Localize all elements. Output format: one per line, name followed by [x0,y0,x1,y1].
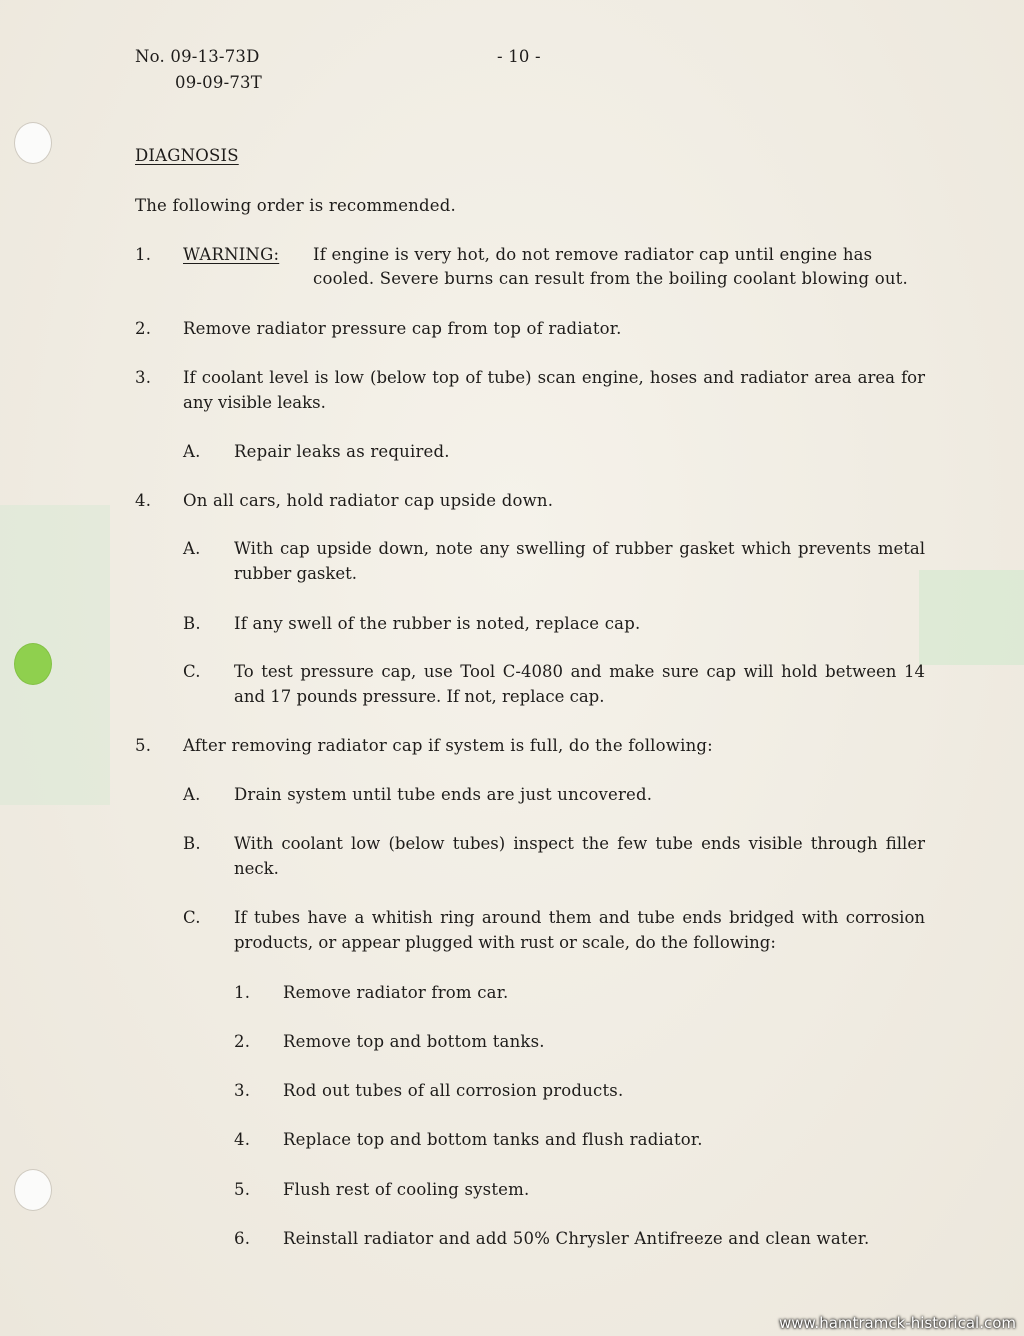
step-number: 6. [234,1229,251,1248]
step-number: 4. [234,1130,251,1149]
punch-hole [14,1169,52,1211]
subitem-text: To test pressure cap, use Tool C-4080 and make sure cap will hold between 14 and 17 pounds pressure. If not, replace cap. [234,662,925,706]
step-number: 2. [234,1032,251,1051]
subitem-text: If any swell of the rubber is noted, replace cap. [234,614,641,633]
item-number: 3. [135,368,152,387]
item-text: Remove radiator pressure cap from top of radiator. [183,319,622,338]
step-text: Reinstall radiator and add 50% Chrysler Antifreeze and clean water. [283,1229,870,1248]
item-number: 1. [135,245,152,264]
subitem-text: With coolant low (below tubes) inspect the few tube ends visible through filler neck. [234,834,925,878]
item-text: On all cars, hold radiator cap upside down. [183,491,554,510]
item-number: 5. [135,736,152,755]
subitem-text: With cap upside down, note any swelling of rubber gasket which prevents metal rubber gasket. [234,539,925,583]
subitem-text: Repair leaks as required. [234,442,450,461]
paper-discoloration [919,570,1024,665]
step-text: Flush rest of cooling system. [283,1180,530,1199]
item-text: After removing radiator cap if system is full, do the following: [183,736,713,755]
subitem-label: A. [183,442,201,461]
subitem-label: C. [183,908,201,927]
step-text: Rod out tubes of all corrosion products. [283,1081,624,1100]
page-number: - 10 - [497,47,541,66]
subitem-text: If tubes have a whitish ring around them and tube ends bridged with corrosion products, or appear plugged with rust or scale, do the following: [234,908,925,952]
document-number-secondary: 09-09-73T [175,73,262,92]
step-text: Replace top and bottom tanks and flush radiator. [283,1130,703,1149]
warning-text-line-2: cooled. Severe burns can result from the boiling coolant blowing out. [313,269,908,288]
subitem-label: A. [183,785,201,804]
punch-hole-green [14,643,52,685]
step-text: Remove top and bottom tanks. [283,1032,545,1051]
document-number: No. 09-13-73D [135,47,260,66]
step-text: Remove radiator from car. [283,983,509,1002]
item-number: 2. [135,319,152,338]
subitem-text: Drain system until tube ends are just uncovered. [234,785,653,804]
subitem-label: B. [183,834,201,853]
subitem-label: C. [183,662,201,681]
punch-hole [14,122,52,164]
step-number: 1. [234,983,251,1002]
step-number: 5. [234,1180,251,1199]
intro-text: The following order is recommended. [135,196,456,215]
item-text: If coolant level is low (below top of tube) scan engine, hoses and radiator area area for any visible leaks. [183,368,925,412]
step-number: 3. [234,1081,251,1100]
subitem-label: B. [183,614,201,633]
watermark-url: www.hamtramck-historical.com [779,1314,1016,1332]
section-title: DIAGNOSIS [135,146,239,165]
warning-label: WARNING: [183,245,280,264]
subitem-label: A. [183,539,201,558]
item-number: 4. [135,491,152,510]
warning-text-line-1: If engine is very hot, do not remove radiator cap until engine has [313,245,873,264]
